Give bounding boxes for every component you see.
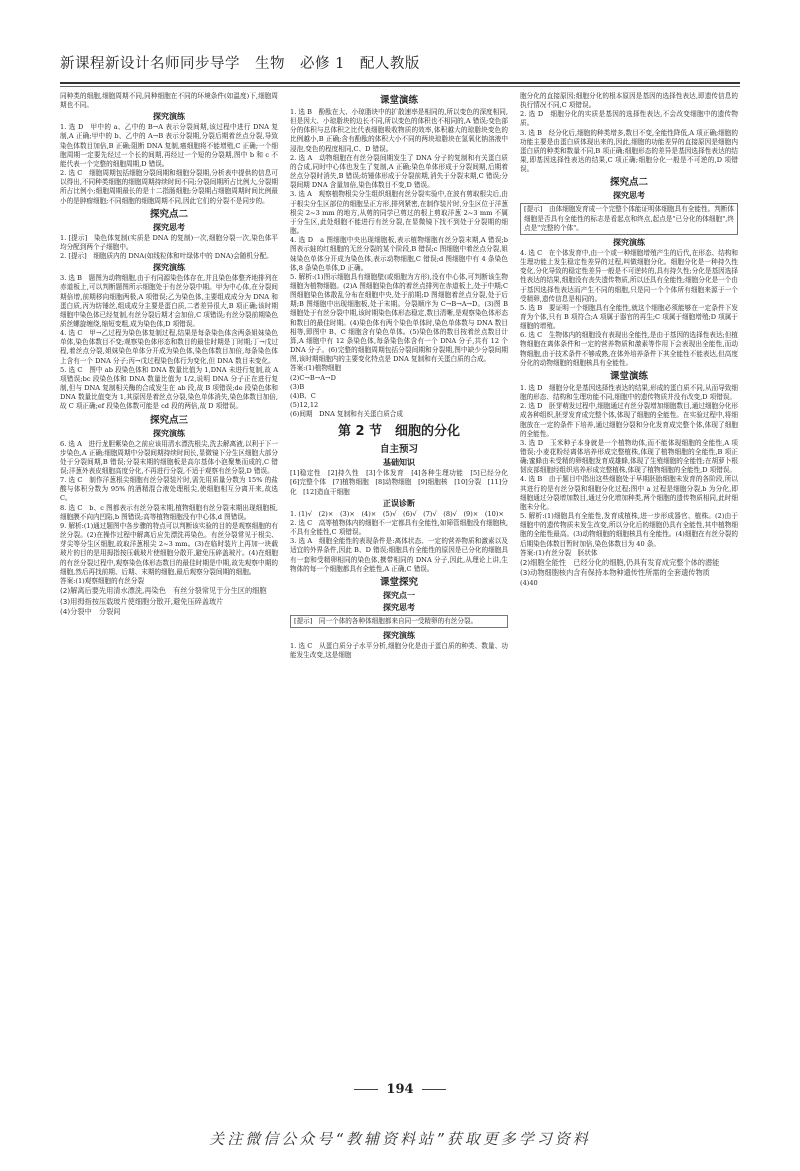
paragraph: 1. 选 D 细胞分化是基因选择性表达的结果,形成的蛋白质不同,从而导致细胞的形态、结构和生理功能不同,细胞中的遗传物质并没有改变,D 项错误。 — [520, 383, 738, 402]
handwritten-footer: 关注微信公众号“教辅资料站”获取更多学习资料 — [209, 1130, 591, 1148]
subsection-heading: 探究演练 — [153, 263, 185, 273]
paragraph: 5. 解析:(1)图示细胞具有细胞壁(或细胞为方形),没有中心体,可判断该生物细胞为植物细胞。(2)A 图细胞染色体的着丝点排列在赤道板上,处于中期;C 图细胞染色体散乱分布在细胞中央,处于前期;D 图细胞着丝点分裂,处于后期;B 图细胞中出现细胞板,处于末期。分裂顺序为 C→B→A→D。(3)图 B 细胞处于有丝分裂中期,该时期染色体形态稳定,数目清晰,是观察染色体形态和数目的最佳时期。(4)染色体有两个染色单体时,染色单体数与 DNA 数目相等,即图中 B、C 细胞含有染色单体。(5)染色体的数目按着丝点数目计算,A 细胞中有 12 条染色体,每条染色体含有一个 DNA 分子,共有 12 个 DNA 分子。(6)完整的细胞周期包括分裂间期和分裂期,图中缺少分裂间期图,该时期细胞内的主要变化特点是 DNA 复制和有关蛋白质的合成。 — [290, 272, 508, 364]
paragraph: 同种类的细胞,细胞周期不同,同种细胞在不同的环境条件(如温度)下,细胞周期也不同。 — [60, 92, 278, 110]
column-1 — [60, 92, 278, 1072]
paragraph: 1. 选 C 从蛋白质分子水平分析,细胞分化是由于蛋白质的种类、数量、功能发生改变,这是细胞 — [290, 642, 508, 660]
chapter-title: 第 2 节 细胞的分化 — [337, 424, 461, 440]
section-heading: 探究点三 — [149, 414, 188, 426]
paragraph: 答案:(1)有丝分裂 胚状体 — [520, 548, 598, 557]
subsection-heading: 探究演练 — [383, 631, 415, 641]
paragraph: 3. 选 D 玉米种子本身就是一个植物幼体,而不能体现细胞的全能性,A 项错误;小麦花粉经离体培养形成完整植株,体现了植物细胞的全能性,B 项正确;蜜蜂由未受精的卵细胞发育成雄蜂,体现了生殖细胞的全能性;在胡萝卜根韧皮部细胞经组织培养形成完整植株,体现了植物细胞的全能性,D 项错误。 — [520, 438, 738, 475]
subsection-heading: 基础知识 — [383, 458, 415, 468]
paragraph: 5. 选 C 图中 ab 段染色体和 DNA 数量比值为 1,DNA 未进行复制,故 A 项错误;bc 段染色体和 DNA 数量比值为 1/2,说明 DNA 分子正在进行复制,但与 DNA 复制相关酶的合成发生在 ab 段,故 B 项错误;de 段染色体和 DNA 数量比值变为 1,其原因是着丝点分裂,染色单体消失,染色体数目加倍,故 C 项正确;ef 段染色体数可能是 cd 段的两倍,故 D 项错误。 — [60, 365, 278, 411]
hint-text: [提示] 由体细胞发育成一个完整个体能证明体细胞具有全能性。判断体细胞是否具有全能性的标志是看起点和终点,起点是"已分化的体细胞",终点是"完整的个体"。 — [524, 205, 734, 232]
paragraph: (3)B — [290, 382, 305, 391]
section-heading: 课堂演练 — [609, 370, 648, 382]
handwritten-answer: (3)用拇指按压载玻片使细胞分散开,避免压碎盖玻片 — [60, 596, 224, 606]
paragraph: 3. 选 B 经分化后,细胞的种类增多,数目不变,全能性降低,A 项正确;细胞的功能主要是由蛋白质体现出来的,因此,细胞的功能差异的直接原因是细胞内蛋白质的种类和数量不同,B 项正确;细胞形态的差异是基因选择性表达的结果,即基因选择性表达的结果,C 项正确;细胞分化一般是不可逆的,D 项错误。 — [520, 128, 738, 174]
paragraph: 3. 选 A 细胞全能性的表现条件是:离体状态、一定的营养物质和激素以及适宜的外界条件,因此 B、D 错误;细胞具有全能性的原因是已分化的细胞具有一套和受精卵相同的染色体,携带相同的 DNA 分子,因此,从理论上讲,生物体的每一个细胞都具有全能性,A 正确,C 错误。 — [290, 537, 508, 573]
paragraph: 7. 选 C 制作洋葱根尖细胞有丝分裂装片时,需先用质量分数为 15% 的盐酸与体积分数为 95% 的酒精混合液处理根尖,使细胞相互分离开来,故选 C。 — [60, 476, 278, 503]
subsection-heading: 探究演练 — [153, 428, 185, 438]
paragraph: 答案:(1)植物细胞 — [290, 364, 342, 373]
section-heading: 课堂探究 — [379, 576, 418, 588]
paragraph: 2. 选 C 高等植物体内的细胞不一定都具有全能性,如筛管细胞没有细胞核,不具有全能性,C 项错误。 — [290, 518, 508, 537]
paragraph: 2. [提示] 细胞质内的 DNA(如线粒体和叶绿体中的 DNA)会随机分配。 — [60, 252, 273, 261]
paragraph: 9. 解析:(1)通过题图中各步骤的特点可以判断该实验的目的是观察细胞的有丝分裂。(2)在操作过程中解离后应先漂洗再染色。有丝分裂常见于根尖、芽尖等分生区细胞,故取洋葱根尖 2~3 mm。(3)在临时装片上再加一块载玻片的目的是用拇指按压载玻片使细胞分散开,避免压碎盖玻片。(4)在细胞的有丝分裂过程中,观察染色体形态数目的最佳时期是中期,故先观察中期的细胞,然后再找前期、后期、末期的细胞,最后观察分裂间期的细胞。 — [60, 521, 278, 576]
column-3 — [520, 92, 738, 1072]
paragraph: 4. 选 D a 图细胞中央出现细胞板,表示植物细胞有丝分裂末期,A 错误;b 图表示蛙的红细胞的无丝分裂的某个阶段,B 错误;c 图细胞中着丝点分裂,姐妹染色单体分开成为染色体,表示动物细胞,C 错误;d 图细胞中有 4 条染色体,8 条染色单体,D 正确。 — [290, 236, 508, 272]
paragraph: 4. 选 C 甲→乙过程为染色体复制过程,结果是每条染色体含两条姐妹染色单体,染色体数目不变;观察染色体形态和数目的最佳时期是丁时期;丁→戊过程,着丝点分裂,姐妹染色单体分开成为染色体,染色体数目加倍,每条染色体上含有一个 DNA 分子;丙→戊过程染色体行为变化,但 DNA 数目未变化。 — [60, 329, 278, 365]
paragraph: (4)B、C — [290, 391, 316, 400]
hint-text: [提示] 同一个体的各种体细胞都来自同一受精卵的有丝分裂。 — [294, 616, 478, 625]
paragraph: 1. (1)√ (2)× (3)× (4)× (5)√ (6)√ (7)√ (8)√ (9)× (10)× — [290, 509, 504, 518]
paragraph: 4. 选 B 由于题目中指出这些细胞处于早期胚胎细胞未发育的各阶段,所以其进行的是有丝分裂和细胞分化过程;图中 a 过程是细胞分裂,b 为分化,即细胞通过分裂增加数目,通过分化增加种类,两个细胞的遗传物质相同,此时细胞未分化。 — [520, 475, 738, 511]
paragraph: 6. 选 A 进行龙胆紫染色之前应该用清水漂洗根尖,洗去解离液,以利于下一步染色,A 正确;细胞周期中分裂间期持续时间长,显微镜下分生区细胞大部分处于分裂间期,B 错误;分裂末期的细胞板是高尔基体小泡聚集而成的,C 错误;洋葱外表皮细胞高度分化,不再进行分裂,不适于观察有丝分裂,D 错误。 — [60, 439, 278, 475]
paragraph: 1. [提示] 染色体复制(实质是 DNA 的复制)一次,细胞分裂一次,染色体平均分配到两个子细胞中。 — [60, 233, 278, 251]
column-2 — [290, 92, 515, 1072]
paragraph: 2. 选 C 细胞周期包括细胞分裂间期和细胞分裂期,分析表中提供的信息可以得出,不同种类细胞的细胞周期持续时间不同;分裂间期所占比例大,分裂期所占比例小;细胞周期最长的是十二指肠细胞;分裂期占细胞周期时间比例最小的是肿瘤细胞;不同细胞的细胞周期不同,因此它们的分裂不是同步的。 — [60, 169, 278, 205]
page-number-dash-left — [354, 1089, 378, 1090]
paragraph: (4)40 — [520, 578, 538, 587]
hint-box — [290, 615, 508, 628]
section-heading: 自主预习 — [379, 444, 418, 456]
section-heading: 课堂演练 — [379, 95, 418, 106]
subsection-heading: 正误诊断 — [383, 498, 415, 508]
paragraph: 6. 选 C 生物体内的细胞没有表现出全能性,是由于基因的选择性表达;但植物细胞在离体条件和一定的营养物质和激素等作用下会表现出全能性,而动物细胞,由于技术条件不够成熟,在体外培养条件下其全能性不能表达,但高度分化的动物细胞的细胞核具有全能性。 — [520, 331, 738, 367]
paragraph: 4. 选 C 在个体发育中,由一个或一种细胞增殖产生的后代,在形态、结构和生理功能上发生稳定性差异的过程,叫做细胞分化。细胞分化是一种持久性变化,分化导致的稳定性差异一般是不可逆转的,具有持久性;分化是基因选择性表达的结果,细胞没有丧失遗传物质,所以还具有全能性;细胞分化是一个由于基因选择性表达而产生不同的细胞,只是同一个个体所有细胞来源于一个受精卵,遗传信息是相同的。 — [520, 248, 738, 303]
subsection-heading: 探究思考 — [613, 191, 645, 201]
paragraph: [1]稳定性 [2]持久性 [3]个体发育 [4]各种生理功能 [5]已经分化 [6]完整个体 [7]植物细胞 [8]动物细胞 [9]细胞核 [10]分裂 [11]分化 [12]造血干细胞 — [290, 469, 515, 496]
paragraph: 2. 选 D 细胞分化的实质是基因的选择性表达,不会改变细胞中的遗传物质。 — [520, 110, 738, 128]
section-heading: 探究点二 — [149, 208, 188, 220]
subsection-heading: 探究思考 — [153, 222, 185, 232]
paragraph: 5. 解析:(1)细胞具有全能性,发育成植株,进一步形成器官、植株。(2)由于细胞中的遗传物质未发生改变,所以分化后的细胞仍具有全能性,其中植物细胞的全能性最高。(3)动物细胞的细胞核具有全能性。(4)细胞在有丝分裂的后期染色体数目暂时加倍,染色体数目为 40 条。 — [520, 512, 738, 548]
handwritten-answer: (2)细胞全能性 已经分化的细胞,仍具有发育成完整个体的潜能 — [520, 557, 720, 567]
page-number-dash-right — [422, 1089, 446, 1090]
page-number — [0, 1082, 800, 1097]
paragraph: 2. 选 A 动物细胞在有丝分裂间期发生了 DNA 分子的复制和有关蛋白质的合成,同时中心体也发生了复制,A 正确;染色单体形成于分裂间期,后期着丝点分裂时消失,B 错误;纺锤体形成于分裂前期,消失于分裂末期,C 错误;分裂间期 DNA 含量加倍,染色体数目不变,D 错误。 — [290, 153, 508, 190]
paragraph: (6)间期 DNA 复制和有关蛋白质合成 — [290, 410, 403, 419]
paragraph: 2. 选 D 胚芽萌发过程中,细胞通过有丝分裂增加细胞数目,通过细胞分化形成各种组织,胚芽发育成完整个体,体现了细胞的全能性。在实验过程中,将细胞放在一定的条件下培养,通过细胞分裂和分化发育成完整个体,体现了细胞的全能性。 — [520, 402, 738, 438]
running-header: 新课程新设计名师同步导学 生物 必修 1 配人教版 — [60, 56, 420, 72]
paragraph: 5. 选 B 要证明一个细胞具有全能性,就这个细胞必须能够在一定条件下发育为个体,只有 B 项符合;A 项属于器官的再生;C 项属于细胞增殖;D 项属于细胞的增殖。 — [520, 303, 738, 331]
section-heading: 探究点二 — [609, 177, 648, 189]
paragraph: 8. 选 C b、c 图都表示有丝分裂末期,植物细胞有丝分裂末期出现细胞板,细胞膜不向内凹陷,b 图错误;高等植物细胞没有中心体,d 图错误。 — [60, 503, 278, 521]
paragraph: (2)C→B→A→D — [290, 373, 336, 382]
hint-box — [520, 203, 738, 234]
subsection-heading: 探究点一 — [383, 590, 415, 600]
handwritten-answer: (4)分裂中 分裂间 — [60, 607, 121, 617]
paragraph: 胞分化的直接原因;细胞分化的根本原因是基因的选择性表达,即遗传信息的执行情况不同,C 项错误。 — [520, 92, 738, 110]
paragraph: 1. 选 B 酚酞在大、小琼脂块中的扩散速率是相同的,所以变色的深度相同,但是因大、小琼脂块的边长不同,所以变色的体积也不相同的,A 错误;变色部分的体积与总体积之比代表细胞吸收物质的效率,体积越大的琼脂块变色的比例越小,B 正确;含有酚酞的体积大小不同的两块琼脂块在氢氧化钠溶液中浸泡,变色的程度相同,C、D 错误。 — [290, 108, 508, 153]
handwritten-answer: (2)解离后要先用清水漂洗,再染色 有丝分裂常见于分生区的细胞 — [60, 586, 267, 596]
subsection-heading: 探究思考 — [383, 602, 415, 612]
paragraph: 答案:(1)观察细胞的有丝分裂 — [60, 576, 145, 585]
paragraph: 3. 选 A 观察植物根尖分生组织细胞有丝分裂实验中,在波有剪取根尖后,由于根尖分生区部位的细胞呈正方形,排列紧密,在制作装片时,分生区位于洋葱根尖 2~3 mm 的地方,从剪的同学已剪过的根上剪取洋葱 2~3 mm 不属于分生区,此处细胞不能进行有丝分裂,在显微镜下找不到处于分裂期的细胞。 — [290, 190, 508, 236]
paragraph: 3. 选 B 题图为动物细胞,由于有同源染色体存在,并且染色体整齐地排列在赤道板上,可以判断题图所示细胞处于有丝分裂中期。甲为中心体,在分裂间期倍增,前期移向细胞两极,A 项错误;乙为染色体,主要组成成分为 DNA 和蛋白质,丙为纺锤丝,组成成分主要是蛋白质,二者差异很大,B 项正确;该时期细胞中染色体已经复制,有丝分裂后期才会加倍,C 项错误;有丝分裂前期染色质丝螺旋缠绕,缩短变粗,成为染色体,D 项错误。 — [60, 274, 278, 328]
handwritten-answer: (3)动物细胞核内含有保持本物种遗传性所需的全套遗传物质 — [520, 568, 710, 578]
paragraph: 1. 选 D 甲中的 a、乙中的 B→A 表示分裂间期,该过程中进行 DNA 复制,A 正确;甲中的 b、乙中的 A→B 表示分裂期,分裂后期着丝点分裂,导致染色体数目加倍,B 正确;阻断 DNA 复制,癌细胞将不能增殖,C 正确;一个细胞周期一定要先经过一个长的间期,再经过一个短的分裂期,图中 b 和 c 不能代表一个完整的细胞周期,D 错误。 — [60, 123, 278, 168]
page-number-text: 194 — [386, 1082, 414, 1097]
subsection-heading: 探究演练 — [613, 237, 645, 247]
header-rule-thin — [60, 86, 740, 87]
subsection-heading: 探究演练 — [153, 112, 185, 122]
paragraph: (5)12,12 — [290, 401, 319, 409]
header-rule-thick — [60, 82, 740, 84]
